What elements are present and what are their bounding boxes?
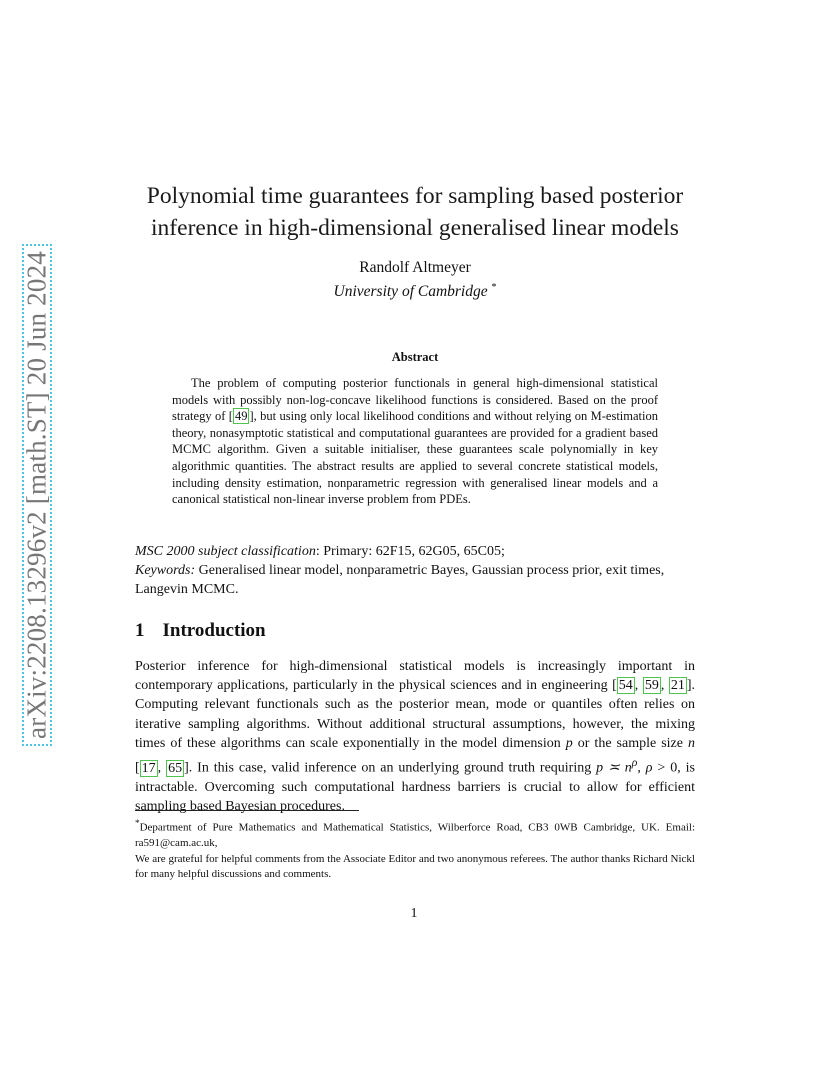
- paper-title: [110, 180, 720, 244]
- footnote-affiliation: [135, 816, 695, 852]
- math-symbol: n: [688, 735, 695, 751]
- intro-text: ]. Computing relevant functionals such as the posterior mean, mode or quantiles often relies on iterative sampling algorithms. Without additional structural assumptions, however, the mixing times of these algorithms can scale exponentially in the model dimension: [135, 678, 696, 751]
- citation-link[interactable]: 59: [644, 678, 659, 694]
- author-block: [110, 258, 720, 302]
- intro-text: ,: [157, 760, 167, 776]
- citation-link[interactable]: 65: [168, 760, 183, 776]
- keywords-text: Generalised linear model, nonparametric Bayes, Gaussian process prior, exit times, Langevin MCMC.: [135, 563, 665, 597]
- intro-text: ,: [660, 678, 669, 694]
- intro-text: ,: [634, 678, 643, 694]
- intro-paragraph: [135, 657, 695, 816]
- math-symbol: p: [565, 735, 573, 751]
- keywords-line: [135, 561, 695, 599]
- footnotes: [135, 816, 695, 883]
- abstract-text: ], but using only local likelihood conditions and without relying on M-estimation theory, nonasymptotic statistical and computational guarantees are provided for a gradient based MCMC algorithm. Given a suitable initialiser, these guarantees scale polynomially in key algorithmic quantities. The abstract results are applied to several concrete statistical models, including density estimation, nonparametric regression with generalised linear models and a canonical statistical non-linear inverse problem from PDEs.: [172, 409, 658, 507]
- classification-block: [135, 542, 695, 599]
- footnote-rule: [135, 810, 359, 811]
- intro-text: or the sample size: [572, 735, 688, 751]
- math-symbol: ρ: [645, 760, 653, 776]
- intro-text: ]. In this case, valid inference on an underlying ground truth requiring: [184, 760, 597, 776]
- abstract-body: [172, 375, 658, 508]
- msc-label: MSC 2000 subject classification: [135, 544, 316, 559]
- arxiv-stamp-text: arXiv:2208.13296v2 [math.ST] 20 Jun 2024: [21, 251, 52, 739]
- msc-line: [135, 542, 695, 561]
- citation-link[interactable]: 17: [141, 760, 156, 776]
- affiliation: [110, 278, 720, 302]
- footnote-acknowledgement: We are grateful for helpful comments from the Associate Editor and two anonymous referees. The author thanks Richard Nickl for many helpful discussions and comments.: [135, 852, 695, 881]
- affiliation-text: University of Cambridge: [333, 283, 488, 301]
- math-expression: p ≍ n: [596, 760, 632, 776]
- math-superscript: ρ: [631, 756, 638, 770]
- section-heading: [135, 620, 266, 642]
- section-title: Introduction: [162, 620, 266, 641]
- keywords-label: Keywords:: [135, 563, 196, 578]
- intro-text: ,: [637, 760, 646, 776]
- author-name: Randolf Altmeyer: [359, 259, 471, 276]
- abstract-heading: Abstract: [391, 350, 439, 364]
- citation-link[interactable]: 54: [618, 678, 633, 694]
- footnote-mark: *: [135, 818, 140, 828]
- intro-text: > 0, is intractable. Overcoming such computational hardness barriers is crucial to allow for efficient sampling based Bayesian procedures.: [135, 760, 695, 815]
- citation-link[interactable]: 21: [670, 678, 685, 694]
- citation-link[interactable]: 49: [234, 409, 248, 424]
- page-number: 1: [410, 906, 418, 921]
- title-line-1: Polynomial time guarantees for sampling based posterior: [146, 183, 684, 209]
- footnote-affiliation-text: Department of Pure Mathematics and Mathematical Statistics, Wilberforce Road, CB3 0WB Cambridge, UK. Email: ra591@cam.ac.uk,: [135, 821, 695, 850]
- intro-text: Posterior inference for high-dimensional statistical models is increasingly important in contemporary applications, particularly in the physical sciences and in engineering [: [135, 659, 695, 694]
- abstract-text: The problem of computing posterior functionals in general high-dimensional statistical models with possibly non-log-concave likelihood functions is considered. Based on the proof strategy of [: [172, 376, 658, 424]
- affiliation-footnote-mark[interactable]: *: [491, 282, 497, 293]
- intro-text: [: [135, 760, 140, 776]
- arxiv-stamp: [22, 244, 52, 746]
- msc-codes: : Primary: 62F15, 62G05, 65C05;: [315, 544, 505, 559]
- section-number: 1: [135, 620, 145, 641]
- title-line-2: inference in high-dimensional generalised linear models: [151, 215, 679, 241]
